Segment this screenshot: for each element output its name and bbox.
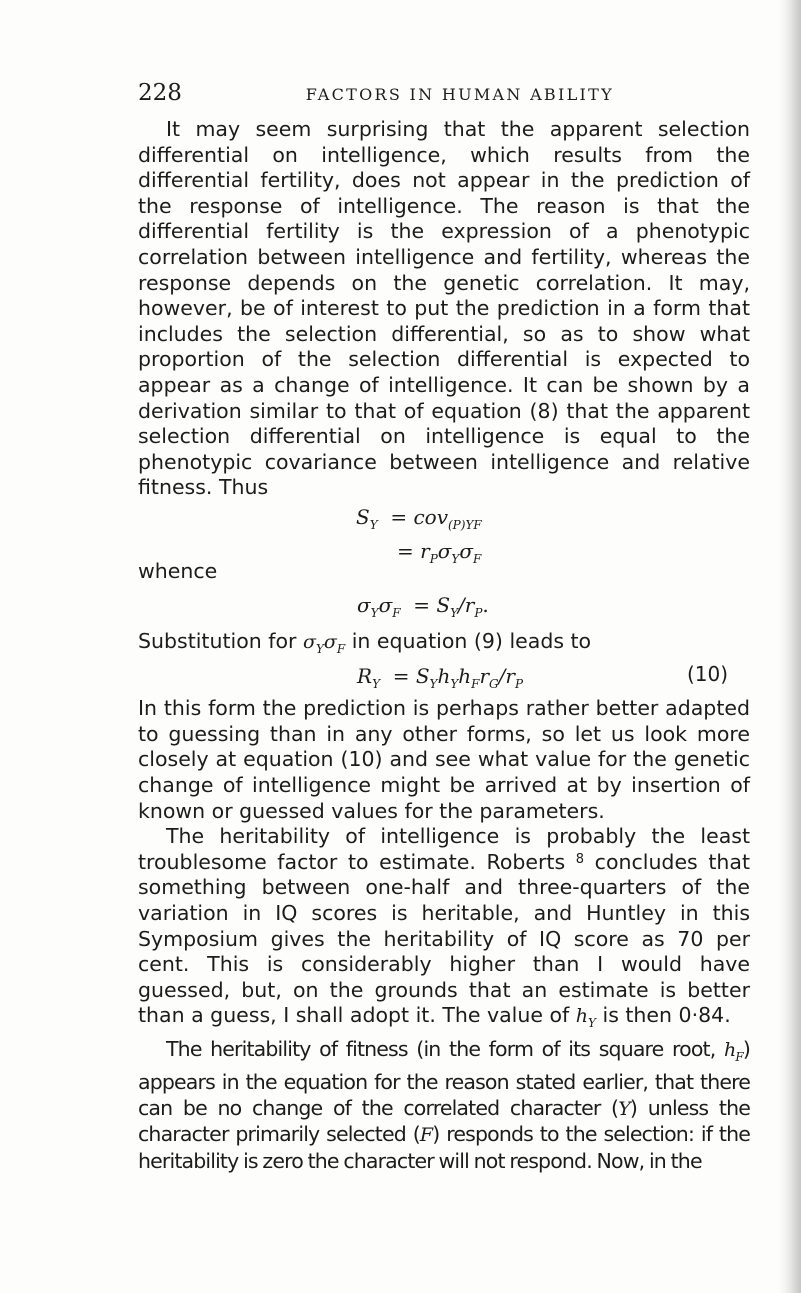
hy-symbol: $h_Y$ [575,1005,596,1031]
paragraph-2-prefix: Substitution for [138,628,297,653]
paragraph-4-part-c: is then 0·84. [602,1003,731,1028]
whence-word: whence [138,558,218,583]
reference-marker: 8 [575,851,585,867]
paragraph-5-part-a: The heritability of fitness (in the form of its square root, [166,1036,716,1061]
paragraph-3: In this form the prediction is perhaps rather better adapted to guessing than in any other forms, so let us look more closely at equation (10) and see what value for the genetic change of intelligence might be arrived at by insertion of known or guessed values for the parameters. [138,696,750,823]
paragraph-1: It may seem surprising that the apparent selection differential on intelligence, which results from the differential fertility, does not appear in the prediction of the response of intelligence. The reason is that the differential fertility is the expression of a phenotypic correlation between intelligence and fertility, whereas the response depends on the genetic correlation. It may, however, be of interest to put the prediction in a form that includes the selection differential, so as to show what proportion of the selection differential is expected to appear as a change of intelligence. It can be shown by a derivation similar to that of equation (8) that the apparent selection differential on intelligence is equal to the phenotypic covariance between intelligence and relative fitness. Thus [138,117,750,500]
page-body [138,117,750,1175]
equation-sigma: $\sigma_Y\sigma_F = S_Y/r_P$. [357,592,489,620]
page-edge-shadow [779,0,801,1293]
paragraph-2 [138,629,750,662]
paragraph-4-part-a: The heritability of intelligence is probably the least troublesome factor to estimate. Roberts [138,824,750,874]
equation-10-line [138,662,750,696]
paragraph-4-part-b: concludes that something between one-half and three-quarters of the variation in IQ scores is heritable, and Huntley in this Symposium gives the heritability of IQ score as 70 per cent. This is considerably higher than I would have guessed, but, on the grounds that an estimate is better than a guess, I shall adopt it. The value of [138,849,750,1028]
paragraph-5-part-d: ) responds to the selection: if the heritability is zero the character will not respond. Now, in the [138,1122,750,1173]
page-number: 228 [138,80,182,106]
equation-block-sy [138,501,750,629]
paragraph-5 [138,1037,750,1175]
equation-10: $R_Y = S_Yh_Yh_Fr_G/r_P$ [357,664,524,692]
paragraph-2-suffix: in equation (9) leads to [351,628,592,653]
paragraph-5-part-c: ) unless the character primarily selected ( [138,1095,750,1147]
equation-sy-r: = $r_P\sigma_Y\sigma_F$ [397,538,482,566]
sigma-product-symbol: $\sigma_Y\sigma_F$ [302,630,346,656]
page-header [138,80,614,110]
paragraph-5-part-b: ) appears in the equation for the reason stated earlier, that there can be no change of the correlated character ( [138,1036,750,1120]
equation-sy-cov: $S_Y = cov_{(P)YF}$ [356,504,482,532]
running-head: FACTORS IN HUMAN ABILITY [305,85,614,104]
y-symbol: Y [618,1097,630,1120]
hf-symbol: $h_F$ [723,1038,743,1064]
paragraph-4 [138,824,750,1037]
equation-number: (10) [686,662,728,687]
f-symbol: F [419,1124,433,1147]
